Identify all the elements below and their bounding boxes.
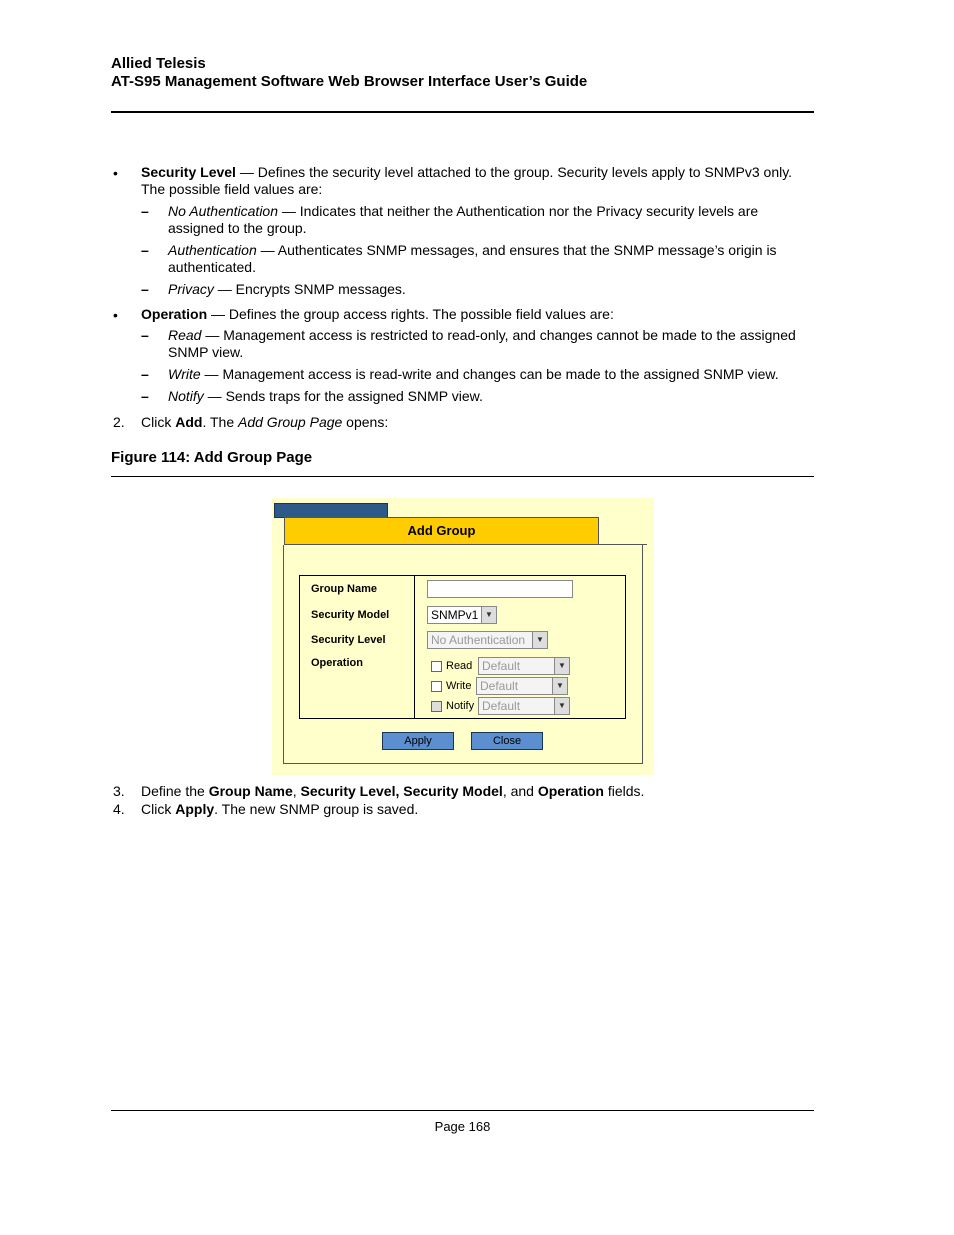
dash-icon: – (141, 242, 149, 258)
dash-icon: – (141, 388, 149, 404)
page-number: Page 168 (434, 1119, 491, 1134)
add-group-title: Add Group (284, 517, 599, 545)
step-3-text: Define the Group Name, Security Level, Security Model, and Operation fields. (141, 783, 645, 799)
group-name-input[interactable] (427, 580, 573, 598)
operation-paragraph: Operation — Defines the group access rights. The possible field values are: (141, 306, 614, 322)
form-column-divider (414, 575, 415, 719)
read-view-select[interactable]: Default ▼ (478, 657, 570, 675)
header-rule (111, 111, 814, 113)
figure-caption: Figure 114: Add Group Page (111, 449, 313, 466)
security-level-label: Security Level (311, 634, 386, 646)
company-name: Allied Telesis (111, 55, 206, 72)
security-level-term: Security Level (141, 164, 236, 180)
notify-label: Notify (446, 700, 475, 712)
dash-icon: – (141, 366, 149, 382)
list-item: Notify — Sends traps for the assigned SNMP view. (168, 388, 483, 404)
list-item: Write — Management access is read-write and changes can be made to the assigned SNMP view. (168, 366, 779, 382)
list-item: No Authentication — Indicates that neither the Authentication nor the Privacy security levels are assigned to the group. (168, 203, 759, 236)
group-name-label: Group Name (311, 583, 378, 595)
operation-label: Operation (311, 657, 363, 669)
caption-rule (111, 476, 814, 477)
notify-view-select[interactable]: Default ▼ (478, 697, 570, 715)
security-model-label: Security Model (311, 609, 390, 621)
tab-strip (274, 503, 388, 518)
write-checkbox[interactable] (431, 681, 442, 692)
operation-term: Operation (141, 306, 208, 322)
step-4-text: Click Apply. The new SNMP group is saved. (141, 801, 419, 817)
notify-checkbox[interactable] (431, 701, 442, 712)
document-title: AT-S95 Management Software Web Browser Interface User’s Guide (111, 73, 588, 90)
close-button[interactable]: Close (471, 732, 543, 750)
chevron-down-icon: ▼ (552, 678, 567, 694)
chevron-down-icon: ▼ (481, 607, 496, 623)
chevron-down-icon: ▼ (554, 698, 569, 714)
add-group-screenshot (272, 498, 654, 775)
read-label: Read (446, 660, 473, 672)
apply-button[interactable]: Apply (382, 732, 454, 750)
footer-rule (111, 1110, 814, 1111)
security-level-select[interactable]: No Authentication ▼ (427, 631, 548, 649)
step-number: 2. (113, 414, 125, 430)
write-view-select[interactable]: Default ▼ (476, 677, 568, 695)
chevron-down-icon: ▼ (554, 658, 569, 674)
security-model-select[interactable]: SNMPv1 ▼ (427, 606, 497, 624)
write-label: Write (446, 680, 472, 692)
dash-icon: – (141, 327, 149, 343)
list-item: Privacy — Encrypts SNMP messages. (168, 281, 406, 297)
chevron-down-icon: ▼ (532, 632, 547, 648)
step-2-text: Click Add. The Add Group Page opens: (141, 414, 389, 430)
step-number: 3. (113, 783, 125, 799)
dash-icon: – (141, 203, 149, 219)
bullet-icon: • (113, 307, 118, 323)
bullet-icon: • (113, 165, 118, 181)
dash-icon: – (141, 281, 149, 297)
step-number: 4. (113, 801, 125, 817)
security-level-paragraph: Security Level — Defines the security level attached to the group. Security levels apply to SNMPv3 only. The possible field values are: (141, 164, 793, 197)
list-item: Authentication — Authenticates SNMP messages, and ensures that the SNMP message’s origin is authenticated. (168, 242, 777, 275)
read-checkbox[interactable] (431, 661, 442, 672)
list-item: Read — Management access is restricted to read-only, and changes cannot be made to the assigned SNMP view. (168, 327, 796, 360)
